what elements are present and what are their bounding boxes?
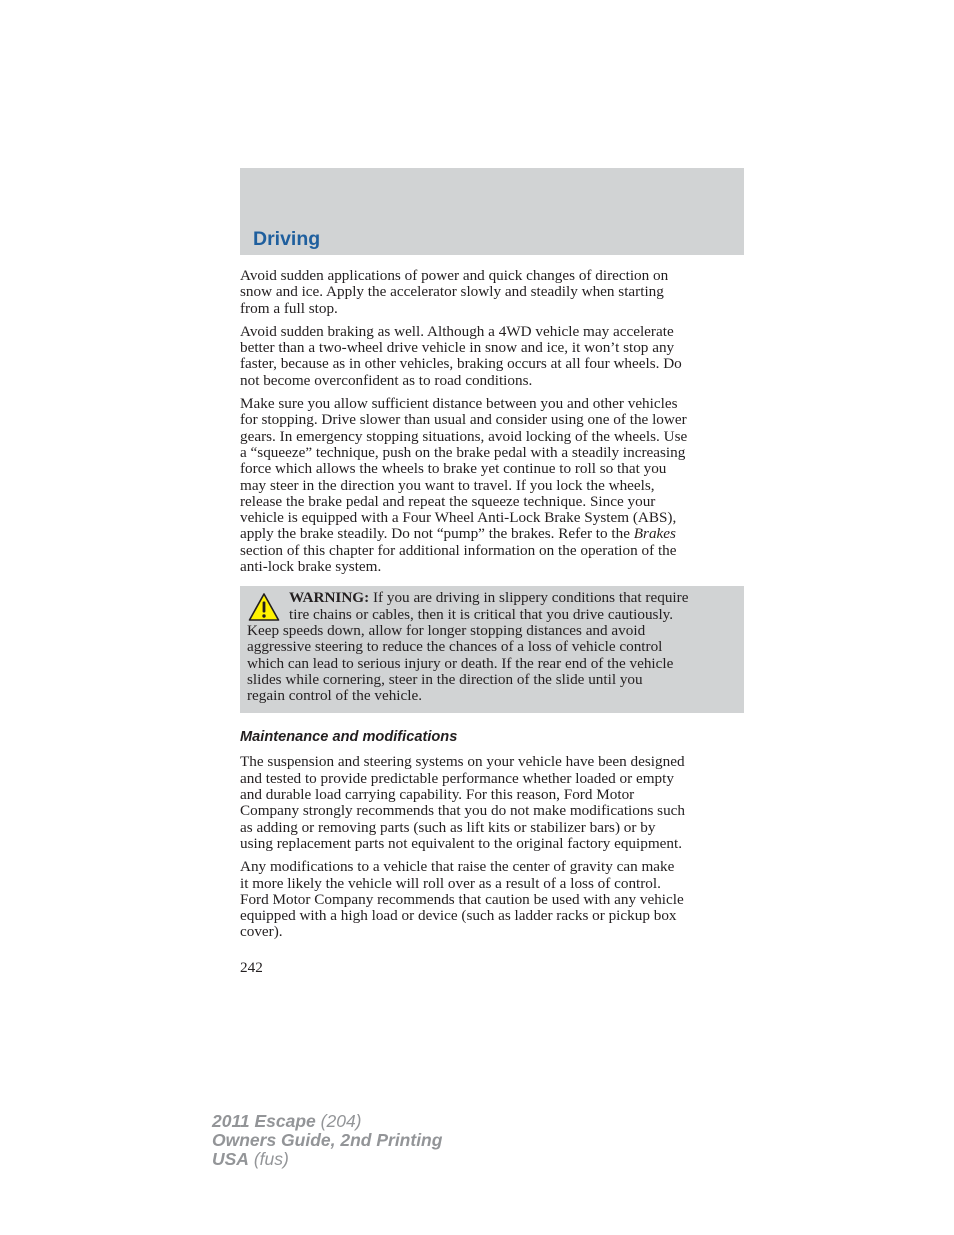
text-line: The suspension and steering systems on your vehicle have been designed [240,753,685,771]
text-line: Avoid sudden braking as well. Although a 4WD vehicle may accelerate [240,322,674,340]
footer-market: USA [212,1149,249,1169]
text-line: section of this chapter for additional information on the operation of the [240,541,677,559]
text-line: cover). [240,923,283,941]
section-header-band [240,168,744,255]
maintenance-heading: Maintenance and modifications [240,729,458,746]
paragraph-sudden-braking [240,324,744,389]
text-line: not become overconfident as to road conditions. [240,371,533,389]
text-line: faster, because as in other vehicles, braking occurs at all four wheels. Do [240,355,682,373]
text-line: Make sure you allow sufficient distance between you and other vehicles [240,395,678,413]
text-line: from a full stop. [240,299,338,317]
page-number: 242 [240,959,263,976]
text-line: and durable load carrying capability. For this reason, Ford Motor [240,786,635,804]
text-line: as adding or removing parts (such as lift kits or stabilizer bars) or by [240,818,656,836]
paragraph-suspension [240,754,744,852]
text-line: Any modifications to a vehicle that raise the center of gravity can make [240,858,675,876]
warning-line: which can lead to serious injury or death. If the rear end of the vehicle [247,654,674,672]
document-footer [212,1112,442,1169]
text-line: equipped with a high load or device (such as ladder racks or pickup box [240,907,677,925]
warning-line [247,590,737,606]
text-line: Avoid sudden applications of power and quick changes of direction on [240,267,669,284]
paragraph-center-of-gravity [240,859,744,940]
text-line: release the brake pedal and repeat the squeeze technique. Since your [240,492,656,510]
warning-line: aggressive steering to reduce the chances of a loss of vehicle control [247,638,663,656]
text-line: Ford Motor Company recommends that caution be used with any vehicle [240,890,684,908]
footer-market-code: (fus) [248,1149,289,1169]
text-line: snow and ice. Apply the accelerator slowly and steadily when starting [240,283,664,301]
warning-line: slides while cornering, steer in the direction of the slide until you [247,670,643,688]
text-line [240,526,744,542]
text-line: force which allows the wheels to brake yet continue to roll so that you [240,460,667,478]
brakes-reference: Brakes [633,525,676,543]
text-line: better than a two-wheel drive vehicle in snow and ice, it won’t stop any [240,339,675,357]
warning-box [240,586,744,713]
footer-model-line [212,1112,442,1131]
footer-market-line [212,1150,442,1169]
text-line: may steer in the direction you want to travel. If you lock the wheels, [240,476,655,494]
footer-guide: Owners Guide, 2nd Printing [212,1130,443,1150]
warning-line: regain control of the vehicle. [247,687,423,705]
text-run: apply the brake steadily. Do not “pump” the brakes. Refer to the [240,525,634,543]
paragraph-power-changes [240,268,744,317]
text-line: and tested to provide predictable performance whether loaded or empty [240,769,674,787]
text-line: for stopping. Drive slower than usual and consider using one of the lower [240,411,687,429]
text-line: gears. In emergency stopping situations, avoid locking of the wheels. Use [240,427,688,445]
text-line: a “squeeze” technique, push on the brake pedal with a steadily increasing [240,443,686,461]
paragraph-stopping-distance [240,396,744,575]
text-line: using replacement parts not equivalent to the original factory equipment. [240,834,682,852]
warning-line: Keep speeds down, allow for longer stopping distances and avoid [247,621,646,639]
warning-line: tire chains or cables, then it is critical that you drive cautiously. [289,605,674,623]
footer-model-code: (204) [315,1111,362,1131]
text-line: vehicle is equipped with a Four Wheel Anti-Lock Brake System (ABS), [240,509,677,527]
section-title: Driving [253,228,321,250]
warning-label: WARNING: [289,589,370,607]
text-line: anti-lock brake system. [240,558,382,576]
text-line: it more likely the vehicle will roll over as a result of a loss of control. [240,874,661,892]
text-line: Company strongly recommends that you do not make modifications such [240,802,686,820]
page-content [240,268,744,948]
text-run: If you are driving in slippery conditions that require [369,589,689,607]
footer-model: 2011 Escape [212,1111,316,1131]
warning-triangle-icon [248,592,280,622]
